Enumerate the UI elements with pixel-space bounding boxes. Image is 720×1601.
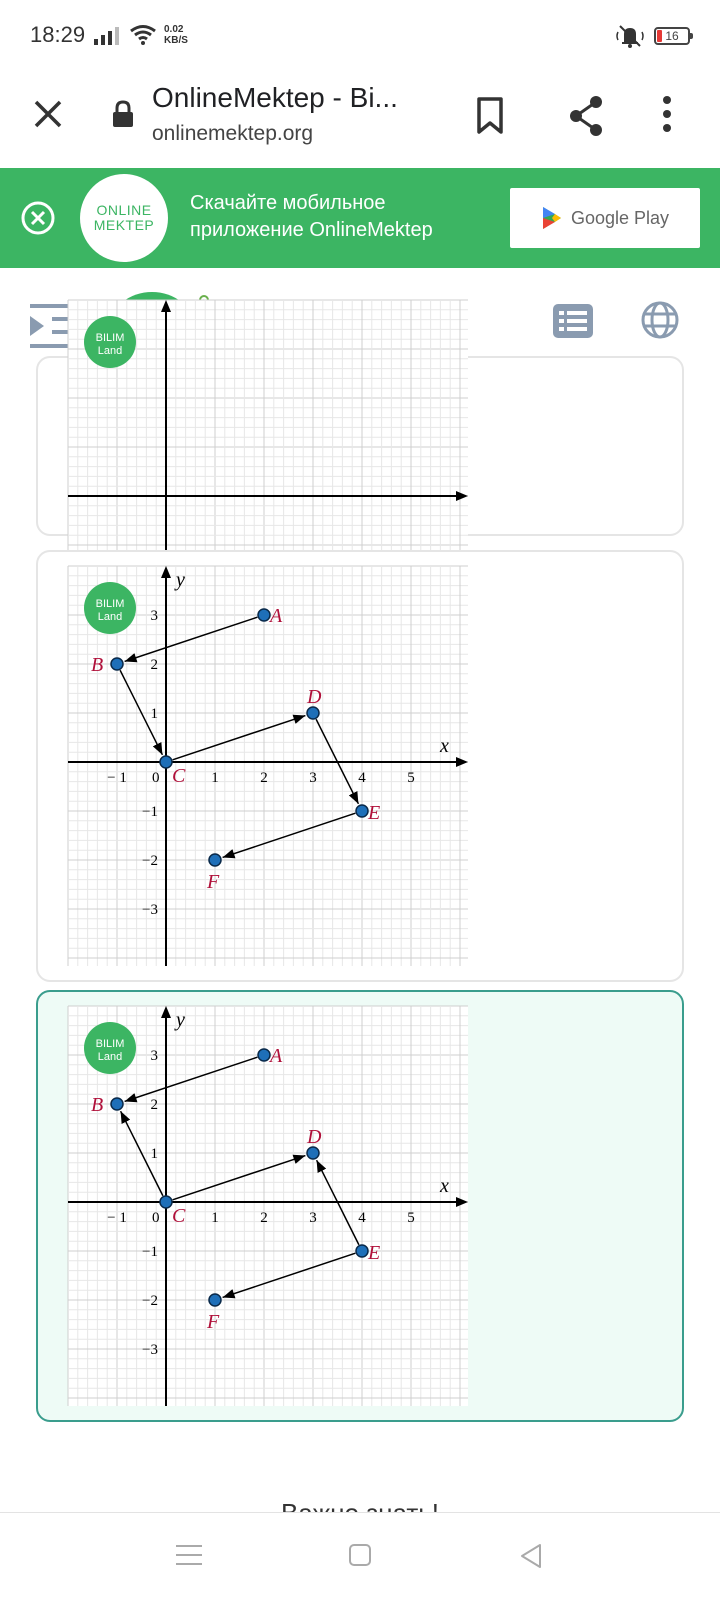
system-navigation-bar [0,1512,720,1601]
y-tick-label: 2 [150,657,158,673]
point-D [307,1147,319,1159]
answer-option-1[interactable] [36,332,684,536]
point-label-E: E [368,802,381,824]
point-label-A: A [270,1045,283,1067]
point-label-F: F [207,1311,220,1333]
x-tick-label: − 1 [107,770,127,786]
app-download-banner [0,168,720,268]
x-tick-label: 4 [358,1210,366,1226]
point-B [111,1098,123,1110]
x-axis-label: x [440,735,449,757]
lock-icon [112,100,134,128]
status-time: 18:29 [30,22,86,47]
banner-close-icon[interactable] [20,200,56,236]
point-F [209,854,221,866]
x-tick-label: 2 [260,1210,268,1226]
y-tick-label: 3 [150,608,158,624]
onlinemektep-logo: ONLINE MEKTEP [80,174,168,262]
x-tick-label: 1 [211,770,219,786]
y-tick-label: −3 [142,1342,158,1358]
coordinate-graph-3 [68,1006,468,1406]
y-tick-label: 1 [150,706,158,722]
point-E [356,805,368,817]
x-tick-label: 2 [260,770,268,786]
banner-text: Скачайте мобильное приложение OnlineMektep [190,192,433,241]
home-icon[interactable] [348,1543,372,1567]
answer-options [0,332,720,1510]
point-D [307,707,319,719]
badge-text-line2: Land [97,345,123,357]
point-label-A: A [270,605,283,627]
wifi-icon [130,25,156,45]
x-tick-label: 0 [152,1210,160,1226]
back-icon[interactable] [518,1543,544,1569]
point-F [209,1294,221,1306]
point-B [111,658,123,670]
y-tick-label: −1 [142,1244,158,1260]
point-E [356,1245,368,1257]
answer-option-2[interactable] [36,550,684,982]
y-tick-label: −3 [142,902,158,918]
page-url[interactable]: onlinemektep.org [152,122,314,145]
y-axis-label: y [176,569,185,591]
language-globe-icon[interactable] [640,300,680,340]
battery-indicator: 16 [654,27,690,45]
x-axis-label: x [440,1175,449,1197]
badge-text-line1: BILIM [95,332,125,344]
point-C [160,1196,172,1208]
y-tick-label: 3 [150,1048,158,1064]
point-label-D: D [307,1126,322,1148]
bookmark-icon[interactable] [474,96,506,136]
x-tick-label: − 1 [107,1210,127,1226]
x-tick-label: 4 [358,770,366,786]
list-view-icon[interactable] [553,304,593,338]
y-axis-label: y [176,1009,185,1031]
browser-toolbar [0,72,720,168]
coordinate-graph-2 [68,566,468,966]
point-label-D: D [307,686,322,708]
y-tick-label: 2 [150,1097,158,1113]
signal-icon [94,25,124,45]
close-tab-icon[interactable] [28,94,68,134]
point-A [258,1049,270,1061]
badge-text-line2: Land [97,611,123,623]
y-tick-label: −2 [142,853,158,869]
point-label-B: B [91,654,104,676]
y-tick-label: −2 [142,1293,158,1309]
badge-text-line1: BILIM [95,598,125,610]
x-tick-label: 5 [407,1210,415,1226]
more-options-icon[interactable] [660,94,674,134]
point-label-C: C [172,1205,186,1227]
point-A [258,609,270,621]
point-label-C: C [172,765,186,787]
mute-bell-icon [616,24,644,48]
y-tick-label: 1 [150,1146,158,1162]
share-icon[interactable] [566,94,606,138]
google-play-button[interactable]: Google Play [510,188,700,248]
badge-text-line2: Land [97,1051,123,1063]
recent-apps-icon[interactable] [176,1543,202,1567]
point-C [160,756,172,768]
x-tick-label: 3 [309,770,317,786]
page-title: OnlineMektep - Bi... [152,82,398,113]
point-label-F: F [207,871,220,893]
network-speed: 0.02 KB/S [164,24,188,46]
y-tick-label: −1 [142,804,158,820]
x-tick-label: 3 [309,1210,317,1226]
badge-text-line1: BILIM [95,1038,125,1050]
status-bar [0,0,720,72]
x-tick-label: 0 [152,770,160,786]
x-tick-label: 5 [407,770,415,786]
play-store-icon [541,206,563,230]
x-tick-label: 1 [211,1210,219,1226]
answer-option-3-selected[interactable] [36,990,684,1422]
point-label-E: E [368,1242,381,1264]
point-label-B: B [91,1094,104,1116]
